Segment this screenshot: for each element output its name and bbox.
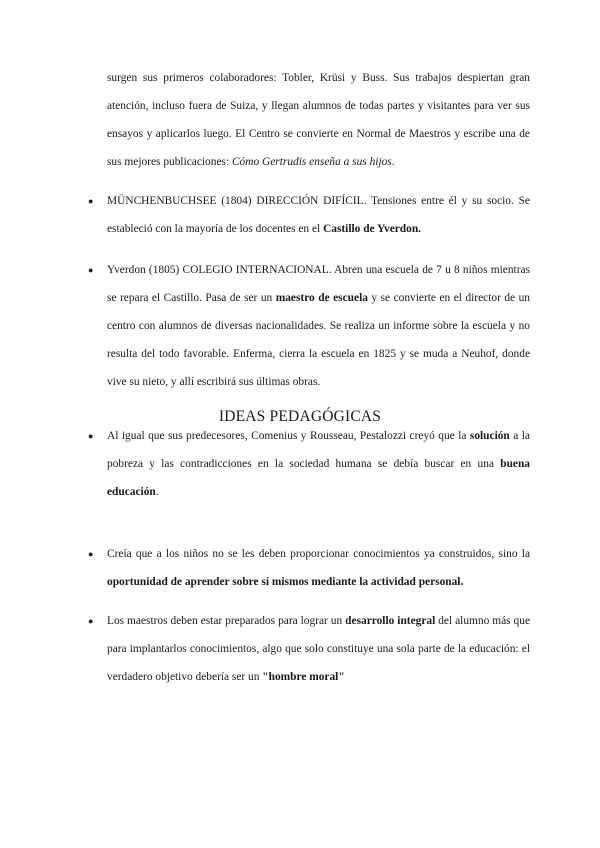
bullet-icon: ● [88,431,94,441]
item-bold: buena educación [107,458,530,498]
bullet-icon: ● [88,196,94,206]
item-text: Creía que a los niños no se les deben proporcionar conocimientos ya construidos, sino la [107,548,530,560]
item-text: . [155,486,159,498]
item-bold: "hombre moral" [262,671,345,683]
item-text: Al igual que sus predecesores, Comenius y Rousseau, Pestalozzi creyó que la [107,430,470,442]
list-item-idea-3 [107,607,530,691]
item-text: del alumno más que para implantarlos conocimientos, algo que solo constituye una sola parte de la educación: el verdadero objetivo debería ser un [107,615,530,683]
bullet-icon: ● [88,549,94,559]
book-title: Cómo Gertrudis enseña a sus hijos [231,156,392,168]
item-text: Yverdon (1805) COLEGIO INTERNACIONAL. Abren una escuela de 7 u 8 niños mientras se repara el Castillo. Pasa de ser un [107,264,530,304]
bullet-icon: ● [88,265,94,275]
item-text: MÜNCHENBUCHSEE (1804) DIRECCIÓN DIFÍCIL. Tensiones entre él y su socio. Se estableció con la mayoría de los docentes en el [107,195,530,235]
section-heading: IDEAS PEDAGÓGICAS [218,408,382,425]
item-bold: solución [469,430,510,442]
intro-end: . [391,156,395,168]
intro-text: surgen sus primeros colaboradores: Tobler, Krüsi y Buss. Sus trabajos despiertan gran atención, incluso fuera de Suiza, y llegan alumnos de todas partes y visitantes para ver sus ensayos y aplicarlos luego. El Centro se convierte en Normal de Maestros y escribe una de sus mejores publicaciones: [107,72,530,168]
list-item-idea-2 [107,540,530,596]
item-bold: maestro de escuela [275,292,368,304]
item-text: a la pobreza y las contradicciones en la sociedad humana se debía buscar en una [107,430,530,470]
bullet-icon: ● [88,616,94,626]
list-item-idea-1 [107,422,530,506]
list-item-yverdon [107,256,530,396]
intro-paragraph [107,64,530,176]
item-bold: desarrollo integral [345,615,436,627]
list-item-munchenbuchsee [107,187,530,243]
item-bold: oportunidad de aprender sobre sí mismos mediante la actividad personal. [107,576,464,588]
item-text: y se convierte en el director de un centro con alumnos de diversas nacionalidades. Se realiza un informe sobre la escuela y no resulta del todo favorable. Enferma, cierra la escuela en 1825 y se muda a Neuhof, donde vive su nieto, y allí escribirá sus últimas obras. [107,292,531,388]
item-bold: Castillo de Yverdon. [323,223,422,235]
item-text: Los maestros deben estar preparados para lograr un [107,615,346,627]
